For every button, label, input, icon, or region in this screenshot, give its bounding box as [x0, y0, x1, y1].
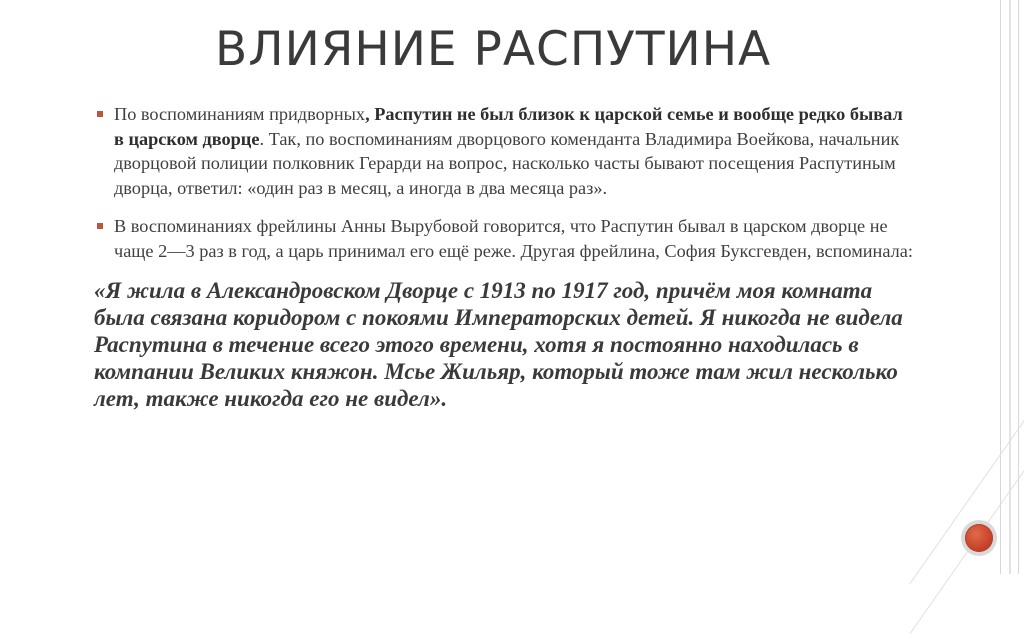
- decorative-diagonal: [909, 470, 1024, 634]
- bullet-item: [94, 214, 914, 263]
- decorative-diagonal: [909, 420, 1024, 584]
- quote-text: «Я жила в Александровском Дворце с 1913 по 1917 год, причём моя комната была связана коридором с покоями Императорских детей. Я никогда не видела Распутина в течение всего этого времени, хотя я постоянно находилась в компании Великих княжон. Мсье Жильяр, который тоже там жил несколько лет, также никогда его не видел».: [94, 278, 903, 411]
- bullet-text: . Так, по воспоминаниям дворцового коменданта Владимира Воейкова, начальник дворцовой полиции полковник Герарди на вопрос, насколько часты бывают посещения Распутиным дворца, ответил: «один раз в месяц, а иногда в два месяца раз».: [114, 128, 900, 198]
- nav-button[interactable]: [961, 520, 997, 556]
- bullet-square-icon: [97, 111, 103, 117]
- slide-content: [94, 102, 914, 412]
- decorative-line: [1000, 0, 1001, 574]
- decorative-line: [1018, 0, 1019, 574]
- slide-title: ВЛИЯНИЕ РАСПУТИНА: [215, 22, 772, 77]
- bullet-bold-text: , Распутин не был близок к царской семье и вообще редко бывал в царском дворце: [114, 104, 903, 149]
- bullet-text: В воспоминаниях фрейлины Анны Вырубовой говорится, что Распутин бывал в царском дворце не чаще 2—3 раз в год, а царь принимал его ещё реже. Другая фрейлина, София Буксгевден, вспоминала:: [114, 216, 913, 261]
- bullet-text: По воспоминаниям придворных: [114, 104, 366, 124]
- circle-nav-icon: [965, 524, 993, 552]
- bullet-item: [94, 102, 914, 200]
- bullet-square-icon: [97, 223, 103, 229]
